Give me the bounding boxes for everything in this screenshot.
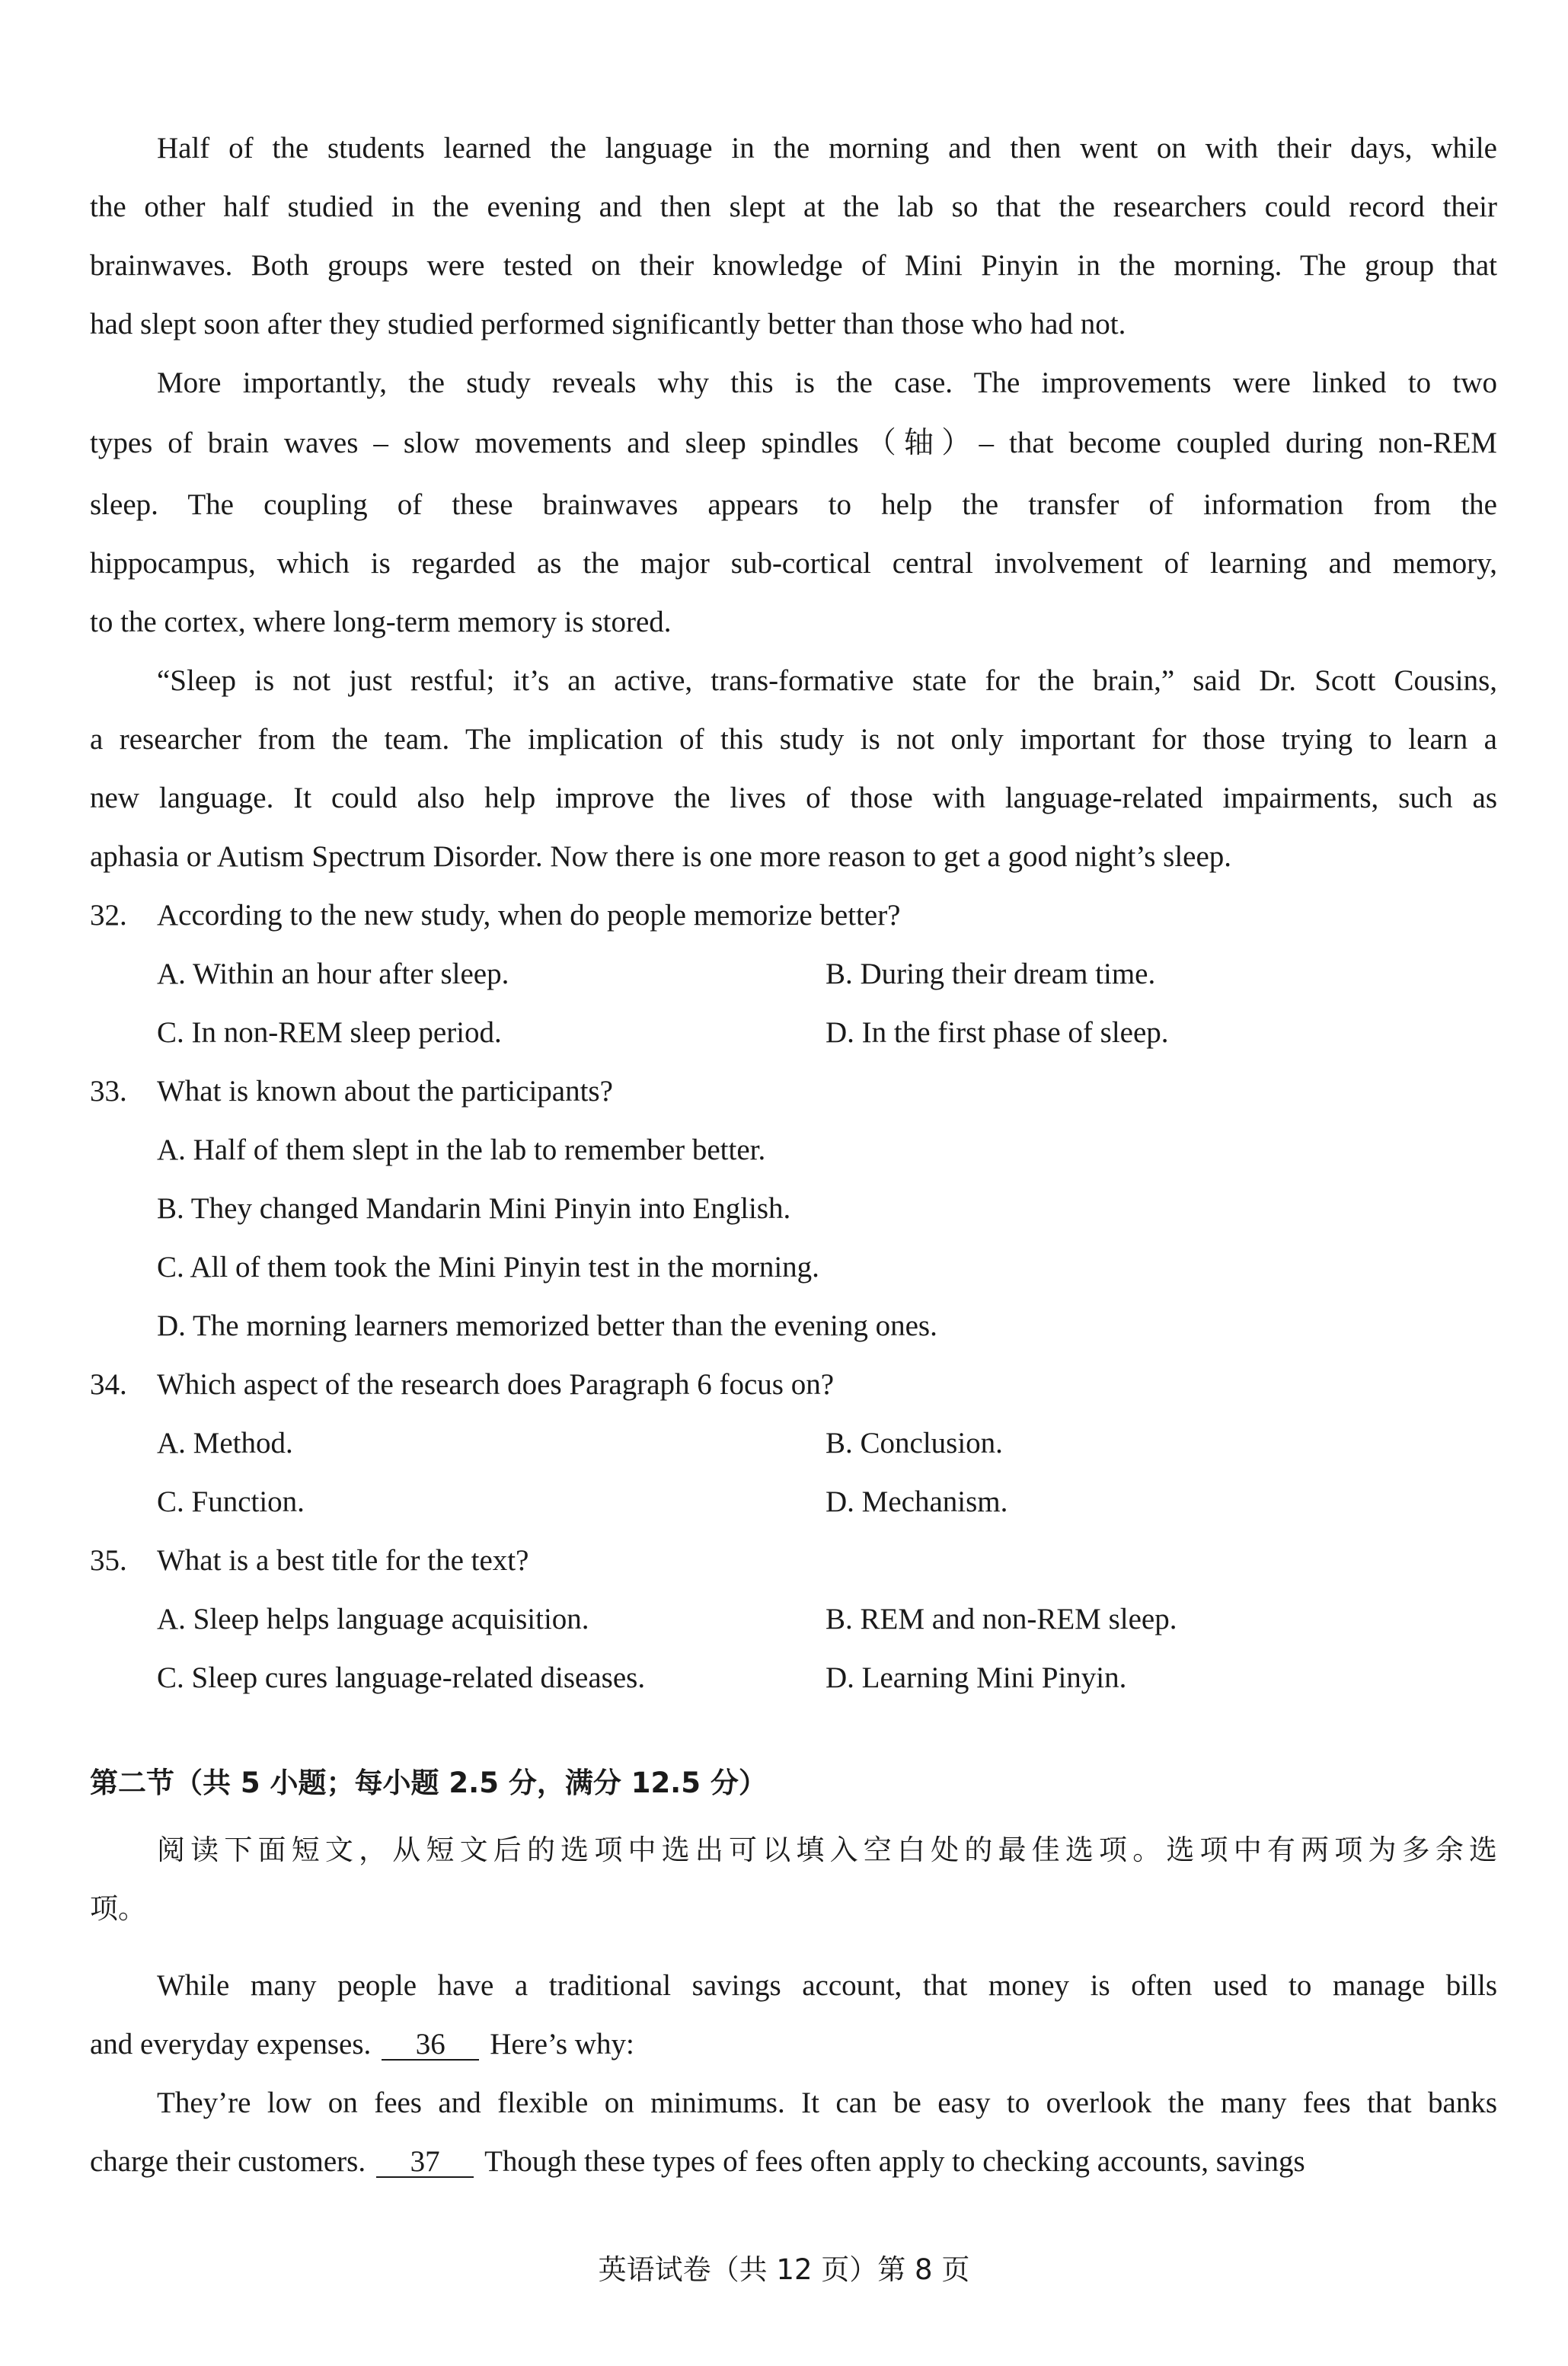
p6-line-4: hippocampus, which is regarded as the major sub-cortical central involvement of learning and memory, <box>90 547 1497 580</box>
q33-option-b: B. They changed Mandarin Mini Pinyin into English. <box>157 1192 791 1225</box>
p6-line-5: to the cortex, where long-term memory is stored. <box>90 606 672 638</box>
q33-option-c: C. All of them took the Mini Pinyin test in the morning. <box>157 1251 819 1284</box>
s2-p2-line-2-before: charge their customers. <box>90 2145 366 2178</box>
q34-option-a: A. Method. <box>157 1427 293 1460</box>
p6-line-2: types of brain waves – slow movements and sleep spindles（轴）– that become coupled during non-REM <box>90 427 1497 459</box>
section-2-instruction-line-2: 项。 <box>90 1892 146 1925</box>
blank-36: 36 <box>382 2030 479 2061</box>
q34-option-c: C. Function. <box>157 1485 305 1518</box>
q32-option-d: D. In the first phase of sleep. <box>826 1016 1169 1049</box>
p6-line-1: More importantly, the study reveals why this is the case. The improvements were linked to two <box>157 366 1497 399</box>
question-text: According to the new study, when do people memorize better? <box>157 899 901 932</box>
q33-option-a: A. Half of them slept in the lab to remember better. <box>157 1133 766 1166</box>
p6-line-3: sleep. The coupling of these brainwaves appears to help the transfer of information from the <box>90 488 1497 521</box>
page-footer: 英语试卷（共 12 页）第 8 页 <box>598 2253 970 2286</box>
question-35 <box>90 1531 529 1590</box>
p5-line-2: the other half studied in the evening and then slept at the lab so that the researchers could record their <box>90 190 1497 223</box>
p5-line-4: had slept soon after they studied performed significantly better than those who had not. <box>90 308 1126 341</box>
question-number: 34. <box>90 1368 127 1401</box>
p7-line-3: new language. It could also help improve the lives of those with language-related impairments, such as <box>90 782 1497 814</box>
p7-line-2: a researcher from the team. The implication of this study is not only important for those trying to learn a <box>90 723 1497 756</box>
section-2-instruction-line-1: 阅读下面短文，从短文后的选项中选出可以填入空白处的最佳选项。选项中有两项为多余选 <box>157 1834 1497 1866</box>
s2-p2-line-2 <box>90 2132 1305 2191</box>
q32-option-b: B. During their dream time. <box>826 958 1156 990</box>
question-number: 35. <box>90 1544 127 1577</box>
section-2-heading: 第二节（共 5 小题；每小题 2.5 分，满分 12.5 分） <box>90 1767 767 1799</box>
q35-option-d: D. Learning Mini Pinyin. <box>826 1661 1127 1694</box>
s2-p1-line-1: While many people have a traditional savings account, that money is often used to manage bills <box>157 1969 1497 2002</box>
question-text: What is known about the participants? <box>157 1075 613 1108</box>
question-34 <box>90 1355 834 1414</box>
s2-p1-line-2 <box>90 2015 634 2073</box>
blank-37: 37 <box>376 2147 474 2178</box>
q35-option-c: C. Sleep cures language-related diseases. <box>157 1661 646 1694</box>
question-text: Which aspect of the research does Paragraph 6 focus on? <box>157 1368 835 1401</box>
q32-option-c: C. In non-REM sleep period. <box>157 1016 502 1049</box>
s2-p2-line-1: They’re low on fees and flexible on minimums. It can be easy to overlook the many fees that banks <box>157 2086 1497 2119</box>
q34-option-d: D. Mechanism. <box>826 1485 1008 1518</box>
s2-p1-line-2-before: and everyday expenses. <box>90 2028 372 2061</box>
s2-p2-line-2-after: Though these types of fees often apply to checking accounts, savings <box>484 2145 1305 2178</box>
p5-line-3: brainwaves. Both groups were tested on their knowledge of Mini Pinyin in the morning. The group that <box>90 249 1497 282</box>
q32-option-a: A. Within an hour after sleep. <box>157 958 509 990</box>
p7-line-4: aphasia or Autism Spectrum Disorder. Now there is one more reason to get a good night’s sleep. <box>90 840 1232 873</box>
question-32 <box>90 886 901 945</box>
q35-option-b: B. REM and non-REM sleep. <box>826 1603 1177 1635</box>
s2-p1-line-2-after: Here’s why: <box>490 2028 634 2061</box>
q34-option-b: B. Conclusion. <box>826 1427 1003 1460</box>
question-text: What is a best title for the text? <box>157 1544 529 1577</box>
q35-option-a: A. Sleep helps language acquisition. <box>157 1603 589 1635</box>
q33-option-d: D. The morning learners memorized better than the evening ones. <box>157 1309 937 1342</box>
question-33 <box>90 1062 613 1121</box>
p5-line-1: Half of the students learned the language in the morning and then went on with their days, while <box>157 132 1497 165</box>
question-number: 32. <box>90 899 127 932</box>
question-number: 33. <box>90 1075 127 1108</box>
p7-line-1: “Sleep is not just restful; it’s an active, trans-formative state for the brain,” said Dr. Scott Cousins, <box>157 664 1497 697</box>
